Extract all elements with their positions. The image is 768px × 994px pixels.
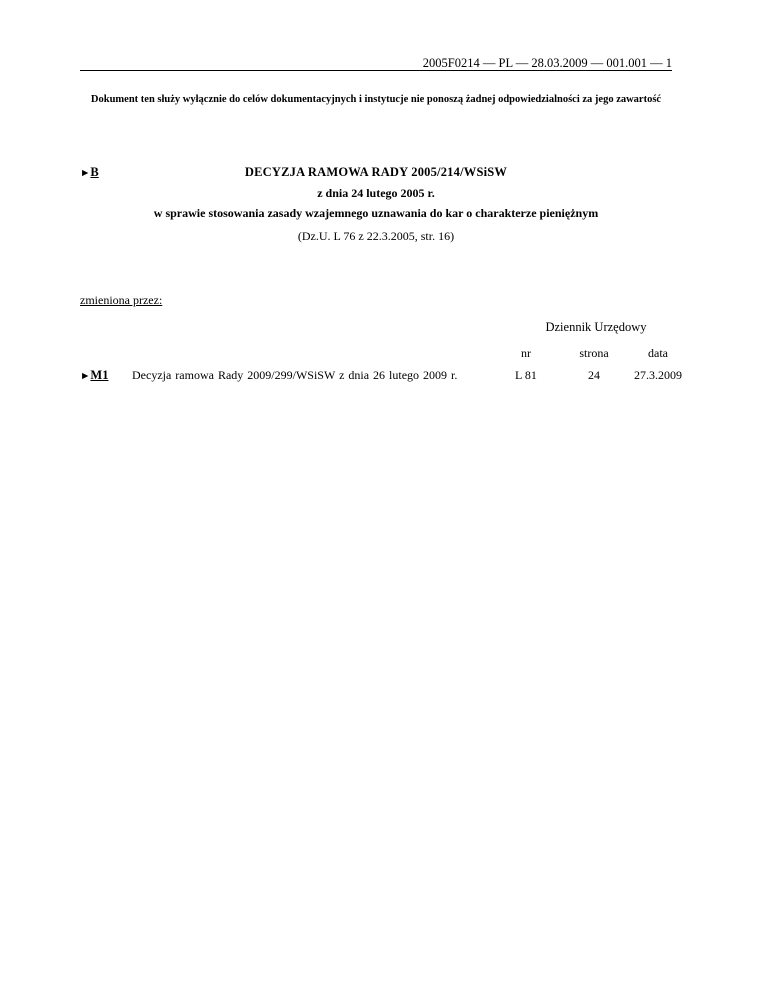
amended-by-label: zmieniona przez:	[80, 293, 163, 307]
marker-arrow-icon: ►	[80, 168, 91, 179]
amendment-nr: L 81	[515, 368, 537, 382]
document-reference-header: 2005F0214 — PL — 28.03.2009 — 001.001 — 1	[422, 56, 672, 70]
amendment-description: Decyzja ramowa Rady 2009/299/WSiSW z dnia 26 lutego 2009 r.	[132, 368, 458, 382]
amendment-marker-code: M1	[90, 368, 109, 382]
journal-column-group-title: Dziennik Urzędowy	[545, 320, 647, 334]
amendment-marker[interactable]	[80, 368, 108, 384]
column-header-strona: strona	[579, 346, 609, 360]
amendment-strona: 24	[588, 368, 600, 382]
column-header-nr: nr	[521, 346, 531, 360]
act-subject: w sprawie stosowania zasady wzajemnego uznawania do kar o charakterze pieniężnym	[153, 206, 599, 220]
disclaimer-text: Dokument ten służy wyłącznie do celów dokumentacyjnych i instytucje nie ponoszą żadnej odpowiedzialności za jego zawartość	[90, 94, 662, 105]
act-title: DECYZJA RAMOWA RADY 2005/214/WSiSW	[244, 165, 508, 179]
base-act-marker-code: B	[90, 165, 99, 179]
column-header-data: data	[648, 346, 668, 360]
header-divider	[80, 70, 672, 71]
amendment-data: 27.3.2009	[634, 368, 682, 382]
official-journal-reference: (Dz.U. L 76 z 22.3.2005, str. 16)	[297, 229, 455, 243]
marker-arrow-icon: ►	[80, 371, 91, 382]
act-date: z dnia 24 lutego 2005 r.	[317, 186, 435, 200]
